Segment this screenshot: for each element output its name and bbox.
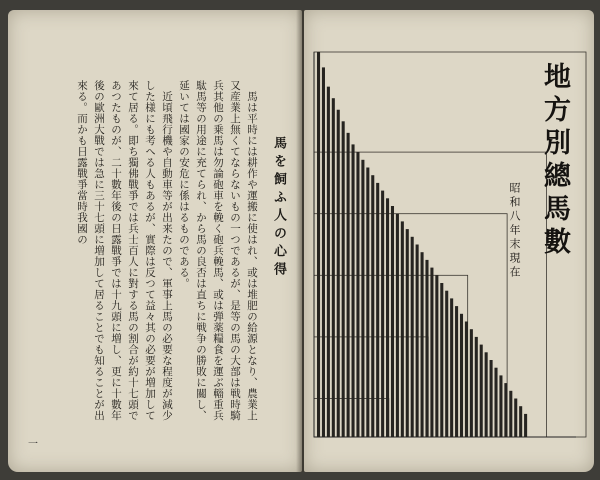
bar-16 — [391, 206, 394, 437]
bar-42 — [519, 406, 522, 437]
chart-subtitle: 昭和八年末現在 — [508, 182, 521, 280]
bar-29 — [455, 306, 458, 437]
bar-21 — [416, 245, 419, 438]
bar-27 — [445, 291, 448, 437]
bar-34 — [480, 345, 483, 437]
bar-19 — [406, 229, 409, 437]
bar-32 — [470, 329, 473, 437]
bar-9 — [356, 152, 359, 437]
bar-6 — [342, 121, 345, 437]
bar-23 — [425, 260, 428, 437]
bar-30 — [460, 314, 463, 437]
bar-1 — [317, 52, 320, 437]
bar-11 — [366, 168, 369, 438]
bar-3 — [327, 87, 330, 437]
paragraph-2: 近頃飛行機や自動車等が出来たので、軍事上馬の必要な程度が減少した様にも考へる人もあるが、實際は反つて益々其の必要が増加して來て居る。即ち獨佛戰爭では兵士百人に對する馬の割合が約十七頭であつたものが、二十數年後の日露戰爭では十九頭に増し、更に十數年後の歐洲大戰では急に三十七頭に増加して居ることでも知ることが出來る。而かも日露戰爭當時我國の — [76, 80, 173, 421]
page-number: 一 — [28, 439, 38, 450]
bar-4 — [332, 98, 335, 437]
bar-18 — [401, 221, 404, 437]
bar-7 — [347, 133, 350, 437]
bar-28 — [450, 298, 453, 437]
bar-26 — [440, 283, 443, 437]
bar-15 — [386, 198, 389, 437]
bar-22 — [421, 252, 424, 437]
bar-33 — [475, 337, 478, 437]
bar-14 — [381, 191, 384, 437]
paragraph-1: 馬は平時には耕作や運搬に使はれ、或は堆肥の給源となり、農業上又産業上無くてならないもの一つであるが、是等の馬の大部は戦時騎兵其他の乗馬は勿論砲車を輓く砲兵輓馬、或は弾薬糧食を運ぶ輜重兵駄馬等の用途に充てられ、から馬の良否は直ちに戦争の勝敗に關し、延いては國家の安危に係はるものである。 — [178, 80, 258, 421]
bar-39 — [504, 383, 507, 437]
bar-36 — [490, 360, 493, 437]
right-page — [304, 10, 594, 472]
bar-35 — [485, 352, 488, 437]
left-page — [8, 10, 302, 472]
bar-25 — [435, 275, 438, 437]
bar-38 — [499, 375, 502, 437]
section-heading: 馬を飼ふ人の心得 — [271, 136, 286, 280]
bar-40 — [509, 391, 512, 437]
bar-31 — [465, 322, 468, 438]
bar-43 — [524, 414, 527, 437]
chart-title: 地方別總馬數 — [539, 62, 570, 260]
bar-12 — [371, 175, 374, 437]
bar-2 — [322, 67, 325, 437]
bar-20 — [411, 237, 414, 437]
bar-8 — [352, 144, 355, 437]
bar-10 — [361, 160, 364, 437]
body-text — [70, 80, 260, 424]
bar-5 — [337, 110, 340, 437]
bar-24 — [430, 268, 433, 437]
bar-37 — [494, 368, 497, 437]
bar-13 — [376, 183, 379, 437]
bar-17 — [396, 214, 399, 437]
bar-41 — [514, 399, 517, 438]
